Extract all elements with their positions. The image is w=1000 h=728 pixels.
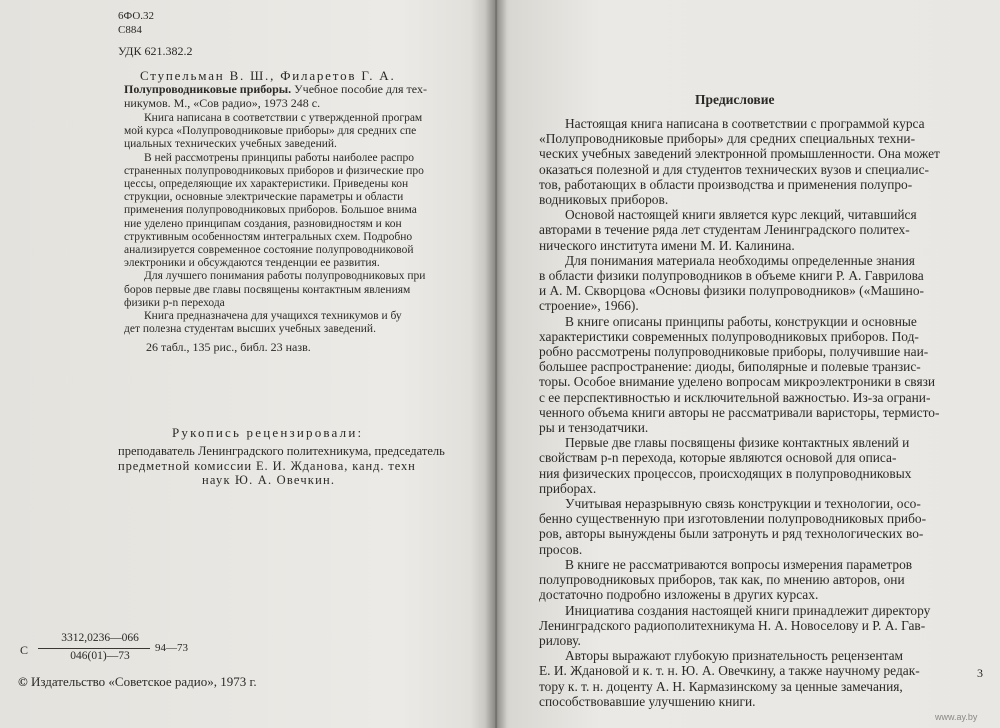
author-mark: С884 xyxy=(118,24,142,36)
reviewer-line: предметной комиссии Е. И. Жданова, канд. техн xyxy=(118,458,416,473)
code-suffix: 94—73 xyxy=(155,642,188,654)
preface-line: робно рассмотрены полупроводниковые приборы, получившие наи- xyxy=(539,344,929,360)
code-numerator: 3312,0236—066 xyxy=(61,632,139,644)
copyright-line xyxy=(18,674,257,690)
abstract-line: Книга предназначена для учащихся техникумов и бу xyxy=(144,310,402,323)
preface-line: приборах. xyxy=(539,480,597,496)
abstract-line: дет полезна студентам высших учебных заведений. xyxy=(124,323,376,336)
reviewer-line: наук Ю. А. Овечкин. xyxy=(202,473,336,488)
preface-line: ры и тензодатчики. xyxy=(539,420,649,436)
preface-heading: Предисловие xyxy=(695,92,775,107)
preface-line: с ее перспективностью и исключительной важностью. Из-за ограни- xyxy=(539,389,931,405)
abstract-line: структивным особенностям интегральных схем. Подробно xyxy=(124,230,413,243)
watermark: www.ay.by xyxy=(935,712,978,722)
preface-line: «Полупроводниковые приборы» для средних специальных техни- xyxy=(539,131,916,147)
abstract-line: струкции, основные электрические параметры и области xyxy=(124,191,404,204)
preface-line: достаточно подробно изложены в других курсах. xyxy=(539,587,819,603)
bib-title: Полупроводниковые приборы. xyxy=(124,82,292,96)
abstract-line: анализируется современное состояние полупроводниковой xyxy=(124,244,414,257)
preface-line: бенно существенную при изготовлении полупроводниковых прибо- xyxy=(539,511,927,527)
classification-code: 6ФО.32 xyxy=(118,10,155,22)
abstract-line: мой курса «Полупроводниковые приборы» для средних спе xyxy=(124,125,417,138)
preface-line: в области физики полупроводников в объеме книги Р. А. Гаврилова xyxy=(539,268,924,284)
bib-rest-1: Учебное пособие для тех- xyxy=(291,82,427,96)
abstract-line: В ней рассмотрены принципы работы наиболее распро xyxy=(144,151,415,164)
preface-line: большее распространение: диоды, биполярные и полевые транзис- xyxy=(539,359,921,375)
reviewers-heading: Рукопись рецензировали: xyxy=(172,425,364,440)
preface-line: ченного объема книги авторы не рассматривали варисторы, термисто- xyxy=(539,404,940,420)
abstract-line: циальных технических учебных заведений. xyxy=(124,138,337,151)
copyright-symbol: © xyxy=(18,674,28,689)
abstract-line: применения полупроводниковых приборов. Большое внима xyxy=(124,204,417,217)
preface-line: Для понимания материала необходимы определенные знания xyxy=(565,252,915,268)
code-denominator: 046(01)—73 xyxy=(70,650,130,662)
left-page xyxy=(0,0,490,728)
preface-line: ния физических процессов, происходящих в полупроводниковых xyxy=(539,465,912,481)
preface-line: свойствам p-n перехода, которые являются основой для описа- xyxy=(539,450,897,466)
preface-line: характеристики современных полупроводниковых приборов. Под- xyxy=(539,328,919,344)
preface-line: Настоящая книга написана в соответствии с программой курса xyxy=(565,116,925,131)
preface-line: и А. М. Скворцова «Основы физики полупроводников» («Машино- xyxy=(539,283,924,299)
copyright-text: Издательство «Советское радио», 1973 г. xyxy=(30,674,257,689)
preface-line: Инициатива создания настоящей книги принадлежит директору xyxy=(565,602,931,618)
abstract-line: боров первые две главы посвящены контактным явлениям xyxy=(124,283,411,296)
abstract-line: физики p-n перехода xyxy=(124,296,225,309)
preface-line: Основой настоящей книги является курс лекций, читавшийся xyxy=(565,207,917,223)
udc-code: УДК 621.382.2 xyxy=(118,44,193,58)
preface-line: Первые две главы посвящены физике контактных явлений и xyxy=(565,435,910,451)
preface-line: тов, работающих в области производства и применения полупро- xyxy=(539,176,913,192)
preface-line: ров, авторы вынуждены были затронуть и ряд технологических во- xyxy=(539,526,924,542)
preface-line: Ленинградского радиополитехникума Н. А. Новоселову и Р. А. Гав- xyxy=(539,617,926,633)
reviewers xyxy=(118,444,445,488)
preface-line: торы. Особое внимание уделено вопросам микроэлектроники в связи xyxy=(539,374,936,390)
preface-line: просов. xyxy=(539,541,583,557)
preface-line: Е. И. Ждановой и к. т. н. Ю. А. Овечкину, а также научному редак- xyxy=(539,663,920,679)
bib-authors: Ступельман В. Ш., Филаретов Г. А. xyxy=(140,68,396,83)
abstract-line: Для лучшего понимания работы полупроводниковых при xyxy=(144,270,426,283)
bib-rest-2: никумов. М., «Сов радио», 1973 248 с. xyxy=(124,96,321,110)
preface-text xyxy=(539,116,940,709)
preface-line: способствовавшие улучшению книги. xyxy=(539,693,756,709)
code-fraction-bar xyxy=(38,648,150,649)
preface-line: оказаться полезной и для студентов технических вузов и специалис- xyxy=(539,161,929,177)
abstract-line: Книга написана в соответствии с утвержденной програм xyxy=(144,112,423,124)
preface-line: нического института имени М. И. Калинина. xyxy=(539,237,795,253)
preface-line: строение», 1966). xyxy=(539,298,639,314)
preface-line: рилову. xyxy=(539,632,581,648)
preface-line: Авторы выражают глубокую признательность рецензентам xyxy=(565,648,903,664)
preface-line: тору к. т. н. доценту А. Н. Кармазинскому за ценные замечания, xyxy=(539,678,903,694)
page-number: 3 xyxy=(977,666,983,680)
preface-line: В книге описаны принципы работы, конструкции и основные xyxy=(565,313,917,329)
right-page xyxy=(505,0,1000,728)
bib-title-line xyxy=(124,82,427,97)
abstract-line: цессы, определяющие их характеристики. Приведены кон xyxy=(124,178,409,191)
preface-line: Учитывая неразрывную связь конструкции и технологии, осо- xyxy=(565,496,921,512)
code-prefix: С xyxy=(20,643,29,657)
preface-line: полупроводниковых приборов, так как, по мнению авторов, они xyxy=(539,572,905,588)
bib-stats: 26 табл., 135 рис., библ. 23 назв. xyxy=(146,340,311,354)
book-gutter xyxy=(485,0,507,728)
preface-line: водниковых приборов. xyxy=(539,192,669,208)
abstract-line: ние уделено принципам создания, разновидностям и кон xyxy=(124,217,402,230)
abstract xyxy=(124,112,425,336)
abstract-line: электроники и обсуждаются тенденции ее развития. xyxy=(124,257,380,270)
preface-line: ческих учебных заведений электронной промышленности. Она может xyxy=(539,146,940,162)
preface-line: авторами в течение ряда лет студентам Ленинградского политех- xyxy=(539,222,910,238)
abstract-line: страненных полупроводниковых приборов и физические про xyxy=(124,164,424,177)
reviewer-line: преподаватель Ленинградского политехникума, председатель xyxy=(118,444,445,458)
preface-line: В книге не рассматриваются вопросы измерения параметров xyxy=(565,556,913,572)
